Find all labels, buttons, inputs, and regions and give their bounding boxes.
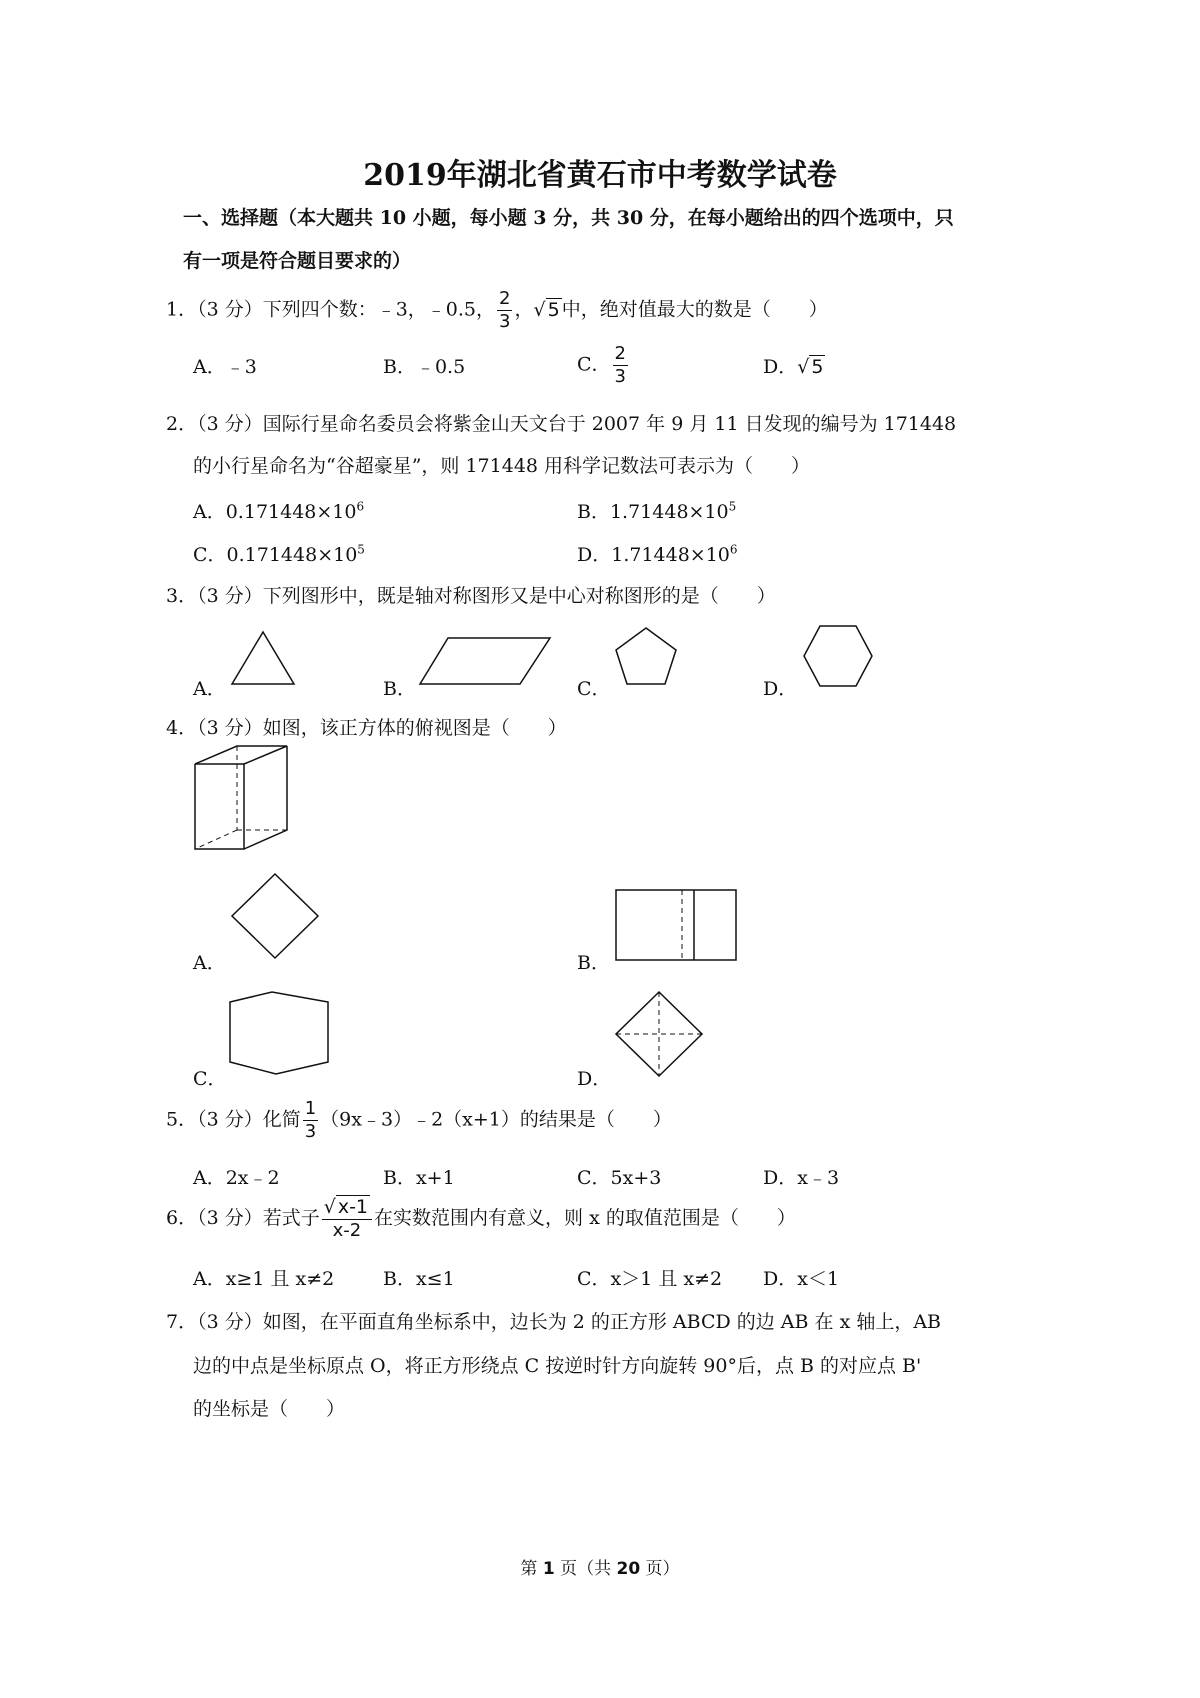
- q2-option-c: [193, 540, 365, 567]
- q1-d-radicand: 5: [811, 356, 824, 378]
- q3-option-d: D．: [763, 678, 798, 700]
- q4-diamond-figure: [230, 872, 320, 960]
- q2-c-exp: 5: [357, 542, 365, 557]
- question-1: [166, 290, 828, 331]
- question-6: [166, 1198, 796, 1240]
- q6-fraction: [322, 1198, 372, 1240]
- q1-prefix: 1．（3 分）下列四个数：﹣3，﹣0.5，: [166, 298, 496, 321]
- q1-frac-num: 2: [499, 288, 511, 309]
- question-3: 3．（3 分）下列图形中，既是轴对称图形又是中心对称图形的是（ ）: [166, 585, 776, 607]
- q1-option-c: [577, 345, 630, 386]
- question-7-line3: 的坐标是（ ）: [193, 1398, 346, 1420]
- q6-denominator: x-2: [332, 1220, 362, 1241]
- q2-option-b: [577, 497, 736, 524]
- q2-a-exp: 6: [356, 499, 365, 514]
- q1-d-sqrt: √ 5: [797, 356, 824, 378]
- q2-d-exp: 6: [729, 542, 738, 557]
- q1-fraction: [497, 290, 512, 331]
- q1-c-label: C．: [577, 353, 611, 376]
- q1-suffix: 中，绝对值最大的数是（ ）: [561, 298, 828, 321]
- question-7-line1: 7．（3 分）如图，在平面直角坐标系中，边长为 2 的正方形 ABCD 的边 AB 在 x 轴上，AB: [166, 1311, 942, 1333]
- q4-option-d: D．: [577, 1068, 612, 1090]
- q4-option-c: C．: [193, 1068, 227, 1090]
- q1-d-label: D．: [763, 356, 798, 378]
- q4-option-a: A．: [193, 952, 226, 974]
- q4-hexagon-figure: [228, 990, 332, 1076]
- question-7-line2: 边的中点是坐标原点 O，将正方形绕点 C 按逆时针方向旋转 90°后，点 B 的对应点 B': [193, 1355, 922, 1377]
- section-heading-line1: 一、选择题（本大题共 10 小题，每小题 3 分，共 30 分，在每小题给出的四个选项中，只: [183, 207, 954, 229]
- q2-b-base: B．1.71448×10: [577, 501, 729, 523]
- q5-frac-den: 3: [304, 1121, 317, 1142]
- q2-c-base: C．0.171448×10: [193, 544, 358, 566]
- q5-frac-num: 1: [304, 1098, 317, 1119]
- q3-pentagon-figure: [614, 626, 678, 686]
- q3-option-b: B．: [383, 678, 416, 700]
- q1-radicand: 5: [547, 298, 560, 321]
- q2-d-base: D．1.71448×10: [577, 544, 730, 566]
- q3-hexagon-figure: [802, 624, 874, 688]
- question-2-line1: 2．（3 分）国际行星命名委员会将紫金山天文台于 2007 年 9 月 11 日发现的编号为 171448: [166, 413, 957, 435]
- q1-option-d: [763, 352, 825, 379]
- q6-num-radicand: x-1: [337, 1196, 369, 1218]
- q1-c-num: 2: [614, 343, 626, 364]
- q3-parallelogram-figure: [418, 636, 552, 686]
- footer-total-pages: 20: [616, 1559, 641, 1579]
- footer-page-number: 1: [542, 1559, 555, 1579]
- q3-triangle-figure: [230, 630, 296, 686]
- question-4: 4．（3 分）如图，该正方体的俯视图是（ ）: [166, 717, 567, 739]
- page-title: 2019年湖北省黄石市中考数学试卷: [363, 158, 837, 193]
- q2-option-d: [577, 540, 738, 567]
- q5-fraction: [303, 1100, 318, 1141]
- q5-option-c: C．5x+3: [577, 1167, 662, 1189]
- q1-frac-den: 3: [499, 311, 511, 332]
- q5-option-d: D．x﹣3: [763, 1167, 840, 1189]
- q6-option-d: D．x＜1: [763, 1268, 840, 1290]
- q6-option-a: A．x≥1 且 x≠2: [193, 1268, 335, 1290]
- q5-option-b: B．x+1: [383, 1167, 455, 1189]
- q1-c-den: 3: [614, 366, 626, 387]
- section-heading-line2: 有一项是符合题目要求的）: [183, 250, 412, 272]
- question-5: [166, 1100, 672, 1141]
- q4-cube-figure: [192, 744, 290, 852]
- q4-rectangle-figure: [614, 888, 738, 962]
- q6-suffix: 在实数范围内有意义，则 x 的取值范围是（ ）: [374, 1207, 796, 1229]
- q6-prefix: 6．（3 分）若式子: [166, 1207, 320, 1229]
- q6-numerator: [322, 1198, 372, 1220]
- question-2-line2: 的小行星命名为“谷超豪星”，则 171448 用科学记数法可表示为（ ）: [193, 455, 811, 477]
- q6-sqrt: √ x-1: [323, 1196, 369, 1218]
- q2-option-a: [193, 497, 364, 524]
- q6-option-c: C．x＞1 且 x≠2: [577, 1268, 723, 1290]
- q5-prefix: 5．（3 分）化简: [166, 1108, 301, 1131]
- q2-a-base: A．0.171448×10: [193, 501, 357, 523]
- q4-option-b: B．: [577, 952, 610, 974]
- page-footer: [0, 1554, 1200, 1579]
- q6-option-b: B．x≤1: [383, 1268, 455, 1290]
- footer-mid: 页（共: [554, 1559, 617, 1579]
- q1-option-b: B．﹣0.5: [383, 356, 466, 378]
- q5-option-a: A．2x﹣2: [193, 1167, 280, 1189]
- footer-post: 页）: [640, 1559, 680, 1579]
- q3-option-a: A．: [193, 678, 226, 700]
- q1-c-fraction: [613, 345, 628, 386]
- q1-option-a: A．﹣3: [193, 356, 257, 378]
- footer-pre: 第: [520, 1559, 543, 1579]
- q5-suffix: （9x﹣3）﹣2（x+1）的结果是（ ）: [320, 1108, 672, 1131]
- q4-dashed-diamond-figure: [614, 990, 704, 1078]
- q1-sep: ，: [514, 298, 534, 321]
- q2-b-exp: 5: [728, 499, 737, 514]
- q3-option-c: C．: [577, 678, 611, 700]
- q1-sqrt: √ 5: [533, 298, 560, 321]
